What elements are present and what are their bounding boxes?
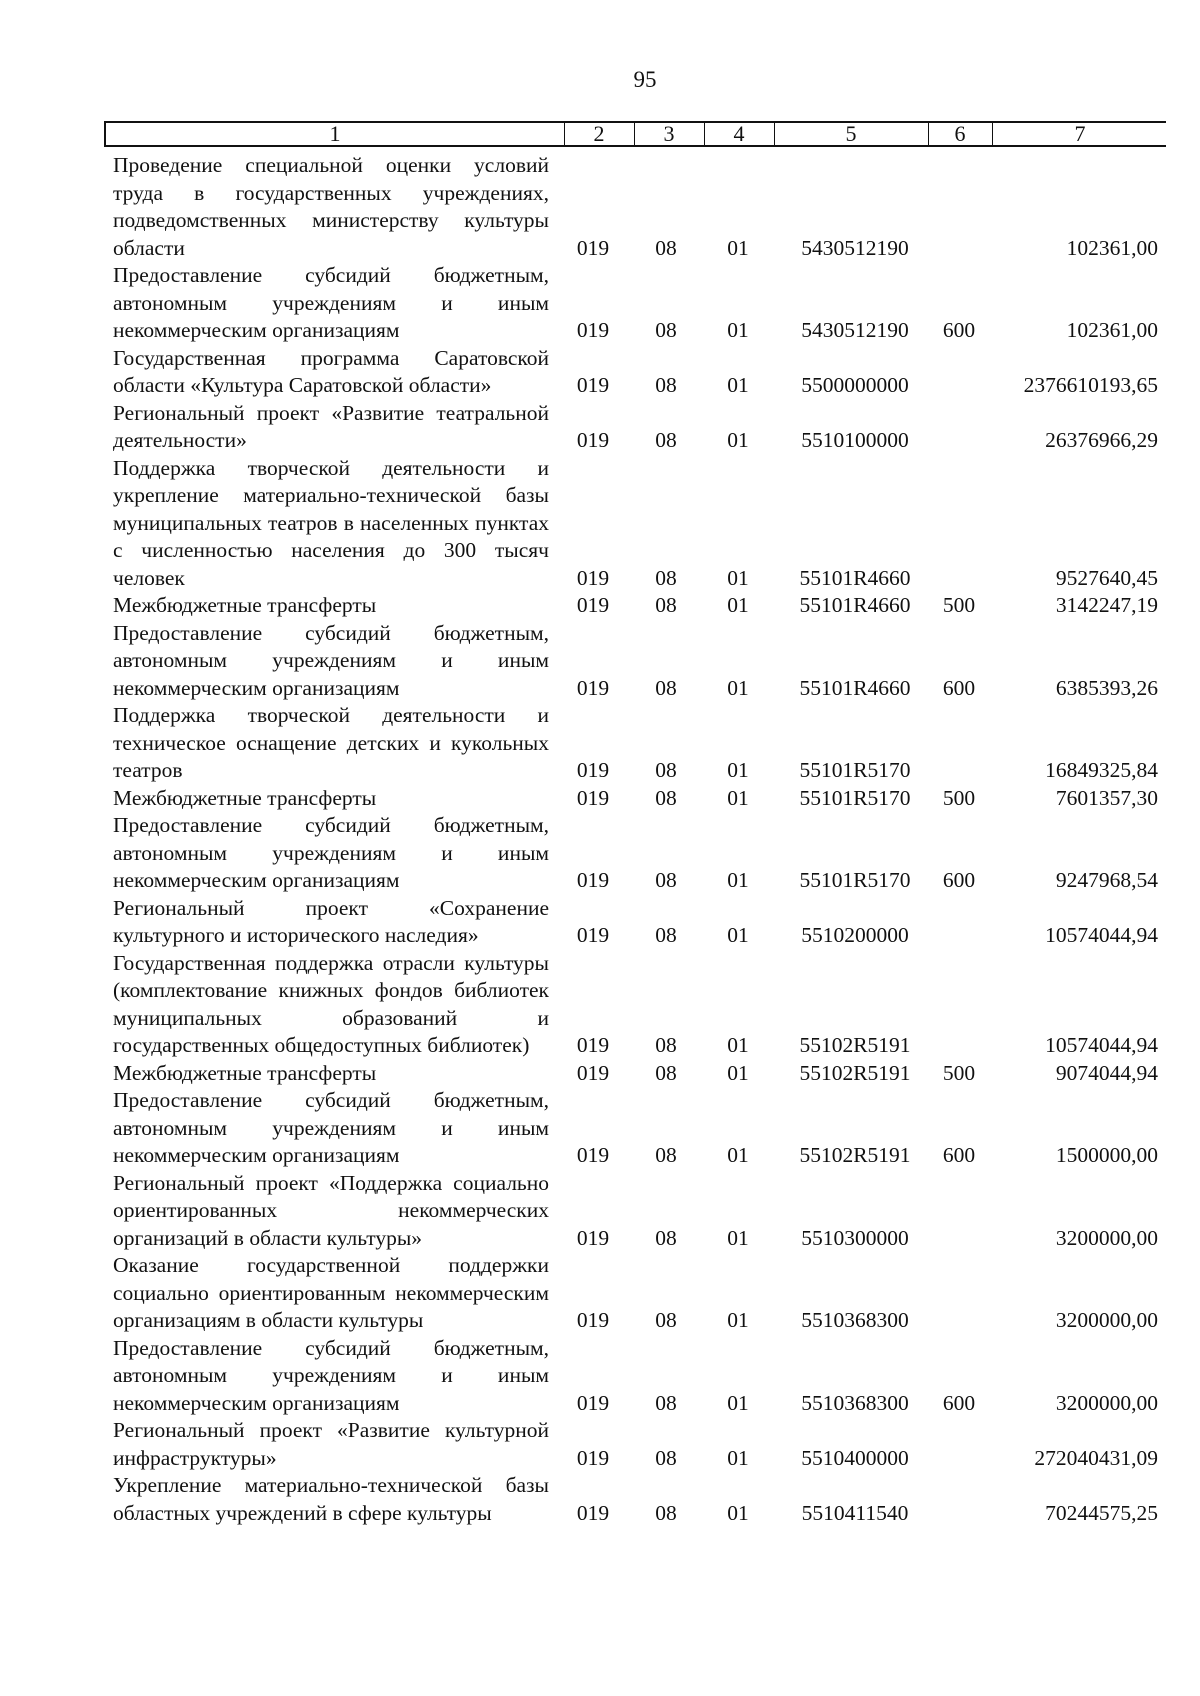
cell-expense-type: 500	[942, 785, 976, 810]
cell-expense-type: 600	[942, 675, 976, 700]
cell-section: 08	[655, 675, 677, 700]
cell-section: 08	[655, 235, 677, 260]
cell-subsection: 01	[727, 923, 749, 947]
cell-subsection: 01	[727, 1033, 749, 1057]
cell-subsection: 01	[727, 373, 749, 397]
cell-amount: 16849325,84	[1045, 758, 1158, 782]
cell-target-article: 55102R5191	[799, 1033, 911, 1057]
cell-section: 08	[655, 593, 677, 617]
cell-subsection: 01	[727, 758, 749, 782]
cell-subsection: 01	[727, 785, 749, 810]
cell-amount: 3200000,00	[1055, 1308, 1158, 1332]
cell-subsection: 01	[727, 1225, 749, 1250]
cell-ministry-code: 019	[576, 1500, 610, 1525]
cell-target-article: 5430512190	[801, 318, 909, 342]
cell-expense-type: 500	[942, 593, 976, 617]
cell-subsection: 01	[727, 235, 749, 260]
cell-section: 08	[655, 1033, 677, 1057]
table-row	[0, 1170, 1200, 1253]
cell-section: 08	[655, 1225, 677, 1250]
cell-ministry-code: 019	[576, 758, 610, 782]
cell-name: Межбюджетные трансферты	[113, 785, 377, 810]
header-col-7: 7	[1074, 121, 1086, 146]
cell-target-article: 55101R5170	[799, 868, 911, 892]
cell-name: Предоставление субсидий бюджетным, автономным учреждениям и иным некоммерческим организациям	[113, 620, 549, 700]
cell-section: 08	[655, 1445, 677, 1470]
cell-amount: 3200000,00	[1055, 1390, 1158, 1415]
cell-name: Предоставление субсидий бюджетным, автономным учреждениям и иным некоммерческим организациям	[113, 813, 549, 892]
cell-expense-type: 600	[942, 318, 976, 342]
table-row	[0, 262, 1200, 345]
cell-target-article: 55101R5170	[799, 758, 911, 782]
table-row	[0, 812, 1200, 895]
table-row	[0, 455, 1200, 593]
cell-name: Оказание государственной поддержки социально ориентированным некоммерческим организациям в области культуры	[113, 1253, 549, 1332]
cell-target-article: 5510100000	[801, 428, 909, 452]
cell-amount: 1500000,00	[1055, 1143, 1158, 1167]
cell-name: Поддержка творческой деятельности и техническое оснащение детских и кукольных театров	[113, 703, 549, 782]
cell-amount: 2376610193,65	[1023, 373, 1158, 397]
table-row	[0, 1472, 1200, 1527]
header-col-3: 3	[663, 121, 675, 146]
cell-name: Региональный проект «Поддержка социально ориентированных некоммерческих организаций в области культуры»	[113, 1170, 549, 1250]
cell-expense-type: 600	[942, 1143, 976, 1167]
cell-amount: 10574044,94	[1045, 1033, 1158, 1057]
cell-name: Предоставление субсидий бюджетным, автономным учреждениям и иным некоммерческим организациям	[113, 1335, 549, 1415]
cell-ministry-code: 019	[576, 923, 610, 947]
cell-target-article: 5500000000	[801, 373, 909, 397]
cell-amount: 102361,00	[1066, 318, 1158, 342]
cell-section: 08	[655, 758, 677, 782]
cell-amount: 9527640,45	[1055, 565, 1158, 590]
cell-target-article: 5510368300	[801, 1390, 909, 1415]
cell-section: 08	[655, 1060, 677, 1085]
cell-target-article: 55102R5191	[799, 1143, 911, 1167]
cell-ministry-code: 019	[576, 373, 610, 397]
cell-name: Государственная поддержка отрасли культуры (комплектование книжных фондов библиотек муниципальных образований и государственных общедоступных библиотек)	[113, 950, 549, 1057]
cell-expense-type: 600	[942, 868, 976, 892]
cell-section: 08	[655, 1308, 677, 1332]
cell-name: Укрепление материально-технической базы областных учреждений в сфере культуры	[113, 1473, 549, 1525]
cell-subsection: 01	[727, 1060, 749, 1085]
cell-amount: 6385393,26	[1055, 675, 1158, 700]
cell-target-article: 5510400000	[801, 1445, 909, 1470]
cell-subsection: 01	[727, 593, 749, 617]
cell-subsection: 01	[727, 318, 749, 342]
cell-subsection: 01	[727, 1390, 749, 1415]
cell-subsection: 01	[727, 675, 749, 700]
cell-amount: 70244575,25	[1045, 1500, 1158, 1525]
table-row	[0, 152, 1200, 262]
cell-amount: 272040431,09	[1034, 1445, 1158, 1470]
cell-section: 08	[655, 868, 677, 892]
cell-amount: 102361,00	[1066, 235, 1158, 260]
table-row	[0, 620, 1200, 703]
cell-amount: 3200000,00	[1055, 1225, 1158, 1250]
cell-section: 08	[655, 1390, 677, 1415]
cell-target-article: 5510411540	[801, 1500, 909, 1525]
cell-target-article: 55101R5170	[799, 785, 911, 810]
table-row	[0, 1252, 1200, 1335]
cell-section: 08	[655, 428, 677, 452]
table-row	[0, 592, 1200, 620]
cell-section: 08	[655, 1143, 677, 1167]
cell-name: Региональный проект «Развитие театральной деятельности»	[113, 400, 549, 452]
cell-subsection: 01	[727, 1143, 749, 1167]
cell-amount: 26376966,29	[1045, 428, 1158, 452]
cell-ministry-code: 019	[576, 565, 610, 590]
table-row	[0, 702, 1200, 785]
cell-name: Межбюджетные трансферты	[113, 1060, 377, 1085]
cell-subsection: 01	[727, 1445, 749, 1470]
cell-ministry-code: 019	[576, 235, 610, 260]
header-col-4: 4	[733, 121, 745, 146]
cell-expense-type: 500	[942, 1060, 976, 1085]
table-row	[0, 1060, 1200, 1088]
cell-name: Предоставление субсидий бюджетным, автономным учреждениям и иным некоммерческим организациям	[113, 1088, 549, 1167]
cell-target-article: 5510300000	[801, 1225, 909, 1250]
table-row	[0, 345, 1200, 400]
cell-target-article: 5510200000	[801, 923, 909, 947]
cell-amount: 7601357,30	[1055, 785, 1158, 810]
cell-ministry-code: 019	[576, 1033, 610, 1057]
header-col-2: 2	[593, 121, 605, 146]
header-col-1: 1	[329, 121, 341, 146]
header-col-5: 5	[845, 121, 857, 146]
cell-target-article: 5510368300	[801, 1308, 909, 1332]
cell-ministry-code: 019	[576, 428, 610, 452]
cell-ministry-code: 019	[576, 1225, 610, 1250]
table-row	[0, 1335, 1200, 1418]
table-row	[0, 400, 1200, 455]
cell-ministry-code: 019	[576, 785, 610, 810]
cell-name: Предоставление субсидий бюджетным, автономным учреждениям и иным некоммерческим организациям	[113, 263, 549, 342]
table-row	[0, 785, 1200, 813]
cell-subsection: 01	[727, 428, 749, 452]
cell-target-article: 55101R4660	[799, 565, 911, 590]
cell-ministry-code: 019	[576, 1390, 610, 1415]
header-col-6: 6	[954, 121, 966, 146]
table-header	[104, 121, 1166, 147]
cell-ministry-code: 019	[576, 318, 610, 342]
cell-section: 08	[655, 923, 677, 947]
cell-ministry-code: 019	[576, 675, 610, 700]
cell-section: 08	[655, 373, 677, 397]
cell-section: 08	[655, 785, 677, 810]
cell-ministry-code: 019	[576, 868, 610, 892]
cell-subsection: 01	[727, 1308, 749, 1332]
cell-name: Региональный проект «Сохранение культурного и исторического наследия»	[113, 895, 549, 947]
cell-amount: 9074044,94	[1055, 1060, 1158, 1085]
cell-name: Государственная программа Саратовской области «Культура Саратовской области»	[113, 345, 549, 397]
cell-section: 08	[655, 1500, 677, 1525]
cell-target-article: 55101R4660	[799, 593, 911, 617]
cell-ministry-code: 019	[576, 1308, 610, 1332]
table-row	[0, 895, 1200, 950]
cell-name: Региональный проект «Развитие культурной инфраструктуры»	[113, 1418, 549, 1470]
cell-target-article: 55102R5191	[799, 1060, 911, 1085]
cell-expense-type: 600	[942, 1390, 976, 1415]
cell-amount: 9247968,54	[1055, 868, 1158, 892]
cell-subsection: 01	[727, 1500, 749, 1525]
cell-name: Межбюджетные трансферты	[113, 593, 377, 617]
cell-subsection: 01	[727, 565, 749, 590]
cell-subsection: 01	[727, 868, 749, 892]
cell-name: Проведение специальной оценки условий труда в государственных учреждениях, подведомственных министерству культуры области	[113, 153, 549, 260]
table-row	[0, 1087, 1200, 1170]
page-number: 95	[633, 67, 657, 92]
cell-target-article: 55101R4660	[799, 675, 911, 700]
cell-ministry-code: 019	[576, 1143, 610, 1167]
table-body	[0, 152, 1200, 1527]
cell-ministry-code: 019	[576, 1060, 610, 1085]
cell-ministry-code: 019	[576, 1445, 610, 1470]
cell-target-article: 5430512190	[801, 235, 909, 260]
cell-ministry-code: 019	[576, 593, 610, 617]
table-row	[0, 950, 1200, 1060]
cell-name: Поддержка творческой деятельности и укрепление материально-технической базы муниципальных театров в населенных пунктах с численностью населения до 300 тысяч человек	[113, 455, 549, 590]
cell-section: 08	[655, 318, 677, 342]
cell-section: 08	[655, 565, 677, 590]
table-row	[0, 1417, 1200, 1472]
cell-amount: 3142247,19	[1055, 593, 1158, 617]
cell-amount: 10574044,94	[1045, 923, 1158, 947]
